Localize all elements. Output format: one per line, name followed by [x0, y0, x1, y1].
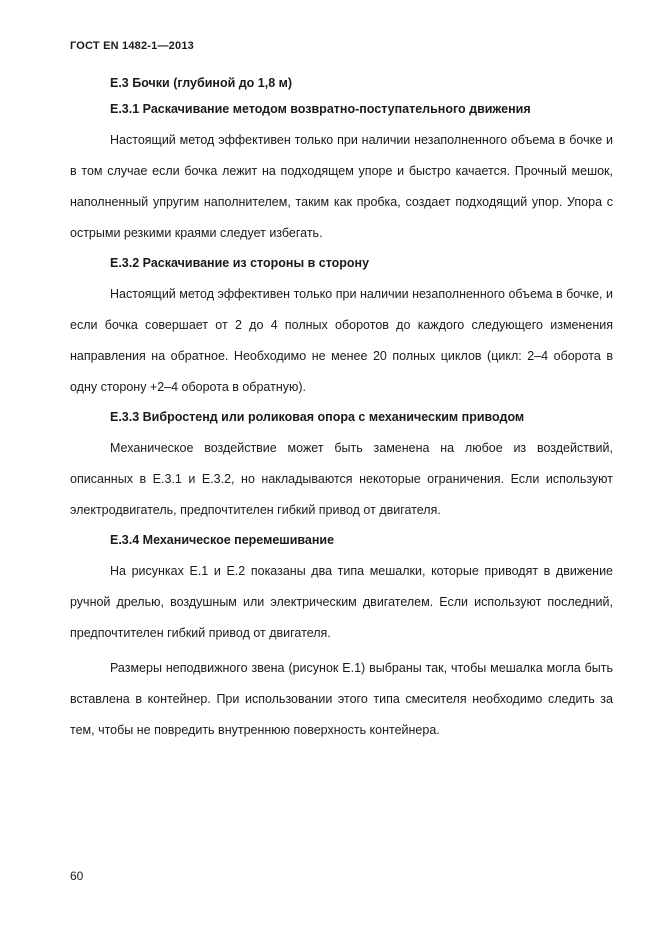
section-heading: Е.3.2 Раскачивание из стороны в сторону [110, 256, 370, 270]
paragraph: Настоящий метод эффективен только при наличии незаполненного объема в бочке и в том случае если бочка лежит на подходящем упоре и быстро качается. Прочный мешок, наполненный упругим наполнителем, таким как пробка, создает подходящий упор. Упора с острыми резкими краями следует избегать. [70, 133, 613, 240]
section-heading: Е.3.4 Механическое перемешивание [110, 533, 335, 547]
section-heading: Е.3 Бочки (глубиной до 1,8 м) [110, 76, 293, 90]
paragraph: Механическое воздействие может быть заменена на любое из воздействий, описанных в Е.3.1 и Е.3.2, но накладываются некоторые ограничения. Если используют электродвигатель, предпочтителен гибкий привод от двигателя. [70, 441, 613, 517]
section-heading: Е.3.3 Вибростенд или роликовая опора с механическим приводом [110, 410, 525, 424]
document-header: ГОСТ EN 1482-1—2013 [70, 40, 194, 52]
paragraph: Настоящий метод эффективен только при наличии незаполненного объема в бочке, и если бочка совершает от 2 до 4 полных оборотов до каждого следующего изменения направления на обратное. Необходимо не менее 20 полных циклов (цикл: 2–4 оборота в одну сторону +2–4 оборота в обратную). [70, 287, 613, 394]
page-number: 60 [70, 869, 84, 883]
document-body [70, 73, 613, 750]
paragraph: Размеры неподвижного звена (рисунок Е.1) выбраны так, чтобы мешалка могла быть вставлена в контейнер. При использовании этого типа смесителя необходимо следить за тем, чтобы не повредить внутреннюю поверхность контейнера. [70, 661, 613, 737]
section-heading: Е.3.1 Раскачивание методом возвратно-поступательного движения [110, 102, 531, 116]
paragraph: На рисунках Е.1 и Е.2 показаны два типа мешалки, которые приводят в движение ручной дрелью, воздушным или электрическим двигателем. Если используют последний, предпочтителен гибкий привод от двигателя. [70, 564, 613, 640]
